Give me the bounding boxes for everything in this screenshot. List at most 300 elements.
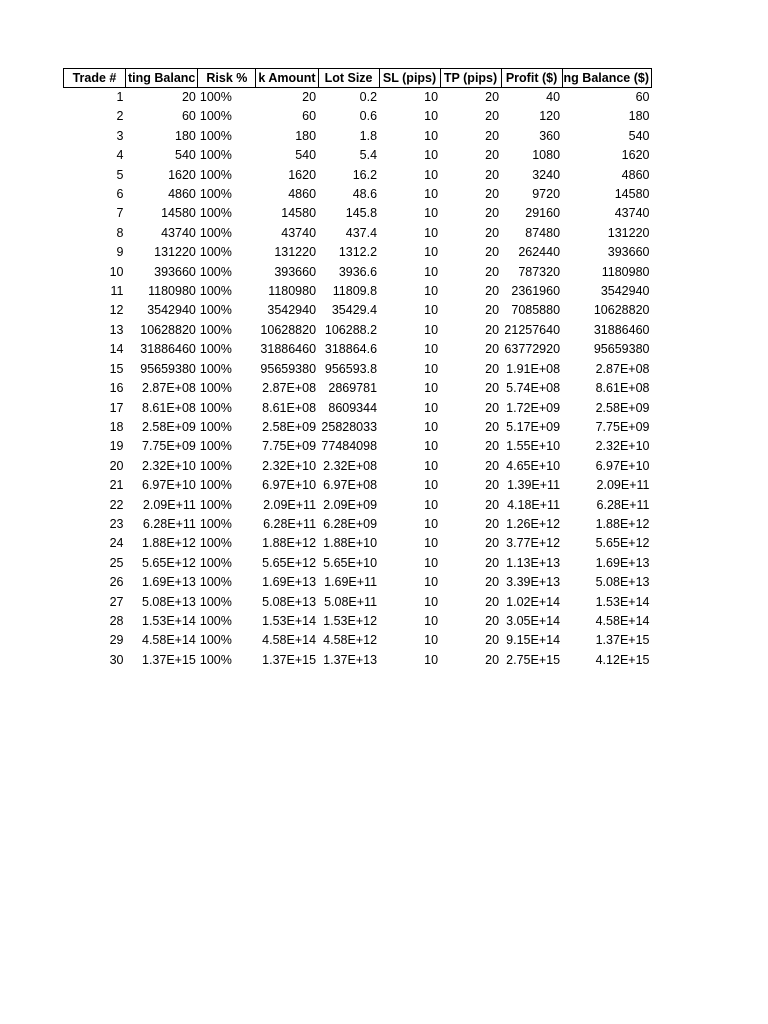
cell-trade-number: 17: [109, 400, 124, 415]
cell-ending-balance: 6.97E+10: [595, 458, 650, 473]
cell-risk-amount: 1.69E+13: [262, 575, 317, 590]
cell-ending-balance: 5.08E+13: [595, 575, 650, 590]
cell-trade-number: 24: [109, 536, 124, 551]
cell-lot-size: 1.53E+12: [323, 613, 378, 628]
cell-sl-pips: 10: [424, 575, 439, 590]
table-row: [64, 476, 652, 495]
cell-profit: 40: [546, 90, 561, 104]
cell-sl-pips: 10: [424, 613, 439, 628]
cell-risk-percent: 100%: [199, 458, 232, 473]
table-row: [64, 204, 652, 223]
cell-ending-balance: 4.12E+15: [595, 652, 650, 667]
cell-ending-balance: 95659380: [593, 342, 650, 357]
header-starting-balance: ting Balanc: [126, 69, 198, 88]
cell-profit: 63772920: [504, 342, 561, 357]
cell-risk-percent: 100%: [199, 90, 232, 104]
cell-starting-balance: 8.61E+08: [142, 400, 196, 415]
cell-ending-balance: 60: [635, 90, 650, 104]
header-risk-amount: k Amount: [256, 69, 318, 88]
cell-sl-pips: 10: [424, 264, 439, 279]
cell-trade-number: 15: [109, 361, 124, 376]
cell-trade-number: 20: [109, 458, 124, 473]
cell-lot-size: 1.69E+11: [324, 575, 378, 590]
cell-risk-percent: 100%: [199, 322, 232, 337]
cell-profit: 5.17E+09: [506, 419, 561, 434]
cell-lot-size: 25828033: [321, 419, 378, 434]
cell-tp-pips: 20: [485, 284, 500, 299]
table-row: [64, 166, 652, 185]
cell-ending-balance: 1.69E+13: [595, 555, 650, 570]
cell-starting-balance: 1.88E+12: [142, 536, 196, 551]
cell-tp-pips: 20: [485, 478, 500, 493]
cell-profit: 1080: [532, 148, 561, 163]
cell-risk-percent: 100%: [199, 225, 232, 240]
cell-tp-pips: 20: [485, 303, 500, 318]
cell-tp-pips: 20: [485, 613, 500, 628]
cell-risk-percent: 100%: [199, 478, 232, 493]
cell-sl-pips: 10: [424, 400, 439, 415]
cell-sl-pips: 10: [424, 109, 439, 124]
cell-ending-balance: 2.58E+09: [595, 400, 650, 415]
cell-profit: 1.13E+13: [506, 555, 561, 570]
cell-sl-pips: 10: [424, 652, 439, 667]
cell-risk-amount: 1.37E+15: [262, 652, 317, 667]
cell-ending-balance: 393660: [607, 245, 650, 260]
cell-risk-percent: 100%: [199, 187, 232, 202]
cell-starting-balance: 131220: [154, 245, 196, 260]
cell-trade-number: 13: [109, 322, 124, 337]
cell-ending-balance: 7.75E+09: [595, 419, 650, 434]
cell-trade-number: 27: [109, 594, 124, 609]
cell-risk-amount: 10628820: [260, 322, 317, 337]
cell-risk-amount: 43740: [281, 225, 317, 240]
cell-tp-pips: 20: [485, 90, 500, 104]
cell-starting-balance: 1.37E+15: [142, 652, 196, 667]
cell-risk-amount: 1.88E+12: [262, 536, 317, 551]
cell-tp-pips: 20: [485, 206, 500, 221]
cell-tp-pips: 20: [485, 109, 500, 124]
cell-trade-number: 28: [109, 613, 124, 628]
cell-risk-amount: 2.58E+09: [262, 419, 317, 434]
cell-risk-amount: 20: [302, 90, 317, 104]
cell-ending-balance: 10628820: [593, 303, 650, 318]
cell-trade-number: 23: [109, 516, 124, 531]
table-row: [64, 437, 652, 456]
trade-compounding-table: [63, 68, 652, 670]
cell-sl-pips: 10: [424, 458, 439, 473]
table-row: [64, 651, 652, 670]
header-trade-number: Trade #: [64, 69, 126, 88]
table-row: [64, 127, 652, 146]
cell-lot-size: 1312.2: [338, 245, 378, 260]
table-row: [64, 301, 652, 320]
cell-risk-percent: 100%: [199, 109, 232, 124]
cell-ending-balance: 31886460: [593, 322, 650, 337]
cell-trade-number: 6: [116, 187, 124, 202]
cell-profit: 4.18E+11: [507, 497, 561, 512]
cell-risk-percent: 100%: [199, 419, 232, 434]
cell-ending-balance: 3542940: [600, 284, 650, 299]
cell-risk-percent: 100%: [199, 652, 232, 667]
cell-starting-balance: 393660: [154, 264, 196, 279]
cell-starting-balance: 5.08E+13: [142, 594, 196, 609]
cell-ending-balance: 43740: [614, 206, 650, 221]
cell-risk-amount: 7.75E+09: [262, 439, 317, 454]
cell-profit: 3.39E+13: [506, 575, 561, 590]
cell-lot-size: 0.6: [359, 109, 378, 124]
cell-risk-amount: 1180980: [268, 284, 317, 299]
cell-profit: 29160: [525, 206, 561, 221]
cell-ending-balance: 180: [628, 109, 650, 124]
table-row: [64, 224, 652, 243]
cell-lot-size: 16.2: [352, 167, 378, 182]
cell-starting-balance: 540: [175, 148, 196, 163]
cell-lot-size: 2.32E+08: [323, 458, 378, 473]
cell-trade-number: 3: [116, 128, 124, 143]
cell-profit: 87480: [525, 225, 561, 240]
table-row: [64, 243, 652, 262]
cell-trade-number: 9: [116, 245, 124, 260]
cell-risk-amount: 95659380: [260, 361, 317, 376]
cell-lot-size: 77484098: [321, 439, 378, 454]
cell-risk-percent: 100%: [199, 342, 232, 357]
cell-lot-size: 1.37E+13: [323, 652, 378, 667]
cell-lot-size: 2.09E+09: [323, 497, 378, 512]
cell-risk-percent: 100%: [199, 536, 232, 551]
cell-starting-balance: 2.87E+08: [142, 381, 196, 396]
cell-sl-pips: 10: [424, 128, 439, 143]
cell-tp-pips: 20: [485, 361, 500, 376]
cell-trade-number: 14: [109, 342, 124, 357]
cell-profit: 360: [539, 128, 561, 143]
cell-sl-pips: 10: [424, 206, 439, 221]
cell-starting-balance: 31886460: [140, 342, 196, 357]
cell-sl-pips: 10: [424, 594, 439, 609]
cell-tp-pips: 20: [485, 575, 500, 590]
cell-sl-pips: 10: [424, 322, 439, 337]
cell-ending-balance: 1.37E+15: [595, 633, 650, 648]
cell-trade-number: 2: [116, 109, 124, 124]
cell-profit: 3240: [532, 167, 561, 182]
cell-starting-balance: 3542940: [147, 303, 196, 318]
cell-risk-percent: 100%: [199, 206, 232, 221]
cell-profit: 1.55E+10: [506, 439, 561, 454]
table-row: [64, 146, 652, 165]
cell-risk-amount: 1620: [288, 167, 317, 182]
table-row: [64, 185, 652, 204]
cell-risk-percent: 100%: [199, 381, 232, 396]
cell-risk-amount: 131220: [274, 245, 317, 260]
cell-lot-size: 106288.2: [324, 322, 378, 337]
cell-lot-size: 5.08E+11: [324, 594, 378, 609]
cell-sl-pips: 10: [424, 167, 439, 182]
table-row: [64, 340, 652, 359]
cell-lot-size: 6.28E+09: [323, 516, 378, 531]
cell-lot-size: 0.2: [359, 90, 378, 104]
cell-sl-pips: 10: [424, 555, 439, 570]
cell-ending-balance: 2.09E+11: [596, 478, 650, 493]
cell-lot-size: 35429.4: [331, 303, 378, 318]
cell-ending-balance: 14580: [614, 187, 650, 202]
table-row: [64, 593, 652, 612]
cell-lot-size: 1.8: [359, 128, 378, 143]
cell-risk-percent: 100%: [199, 516, 232, 531]
cell-profit: 1.72E+09: [506, 400, 561, 415]
cell-risk-percent: 100%: [199, 613, 232, 628]
cell-profit: 787320: [518, 264, 561, 279]
cell-ending-balance: 1180980: [601, 264, 650, 279]
header-tp-pips: TP (pips): [440, 69, 501, 88]
cell-risk-percent: 100%: [199, 167, 232, 182]
cell-ending-balance: 4860: [621, 167, 650, 182]
cell-sl-pips: 10: [424, 439, 439, 454]
cell-sl-pips: 10: [424, 342, 439, 357]
cell-tp-pips: 20: [485, 381, 500, 396]
cell-profit: 4.65E+10: [506, 458, 561, 473]
table-row: [64, 515, 652, 534]
cell-risk-amount: 3542940: [267, 303, 317, 318]
cell-risk-amount: 31886460: [260, 342, 317, 357]
cell-profit: 1.02E+14: [506, 594, 561, 609]
cell-starting-balance: 10628820: [140, 322, 196, 337]
cell-risk-amount: 60: [302, 109, 317, 124]
cell-risk-percent: 100%: [199, 245, 232, 260]
cell-ending-balance: 5.65E+12: [595, 536, 650, 551]
cell-trade-number: 12: [109, 303, 124, 318]
cell-sl-pips: 10: [424, 633, 439, 648]
cell-trade-number: 29: [109, 633, 124, 648]
table-row: [64, 321, 652, 340]
cell-risk-amount: 540: [295, 148, 317, 163]
cell-tp-pips: 20: [485, 652, 500, 667]
cell-sl-pips: 10: [424, 361, 439, 376]
table-row: [64, 612, 652, 631]
cell-starting-balance: 2.58E+09: [142, 419, 196, 434]
cell-trade-number: 11: [110, 284, 124, 299]
cell-risk-percent: 100%: [199, 633, 232, 648]
cell-risk-percent: 100%: [199, 284, 232, 299]
cell-risk-amount: 6.28E+11: [263, 516, 317, 531]
cell-risk-percent: 100%: [199, 148, 232, 163]
cell-risk-amount: 393660: [274, 264, 317, 279]
cell-trade-number: 19: [109, 439, 124, 454]
cell-sl-pips: 10: [424, 536, 439, 551]
cell-ending-balance: 2.87E+08: [595, 361, 650, 376]
table-row: [64, 282, 652, 301]
cell-lot-size: 956593.8: [324, 361, 378, 376]
table-row: [64, 107, 652, 126]
cell-sl-pips: 10: [424, 245, 439, 260]
cell-risk-amount: 4860: [288, 187, 317, 202]
cell-lot-size: 8609344: [328, 400, 378, 415]
header-risk-percent: Risk %: [198, 69, 256, 88]
cell-ending-balance: 2.32E+10: [595, 439, 650, 454]
cell-starting-balance: 95659380: [140, 361, 196, 376]
cell-risk-percent: 100%: [199, 264, 232, 279]
cell-ending-balance: 131220: [607, 225, 650, 240]
cell-trade-number: 30: [109, 652, 124, 667]
cell-lot-size: 437.4: [345, 225, 378, 240]
cell-tp-pips: 20: [485, 419, 500, 434]
cell-lot-size: 5.65E+10: [323, 555, 378, 570]
cell-profit: 3.77E+12: [506, 536, 561, 551]
cell-ending-balance: 4.58E+14: [595, 613, 650, 628]
cell-sl-pips: 10: [424, 419, 439, 434]
header-sl-pips: SL (pips): [379, 69, 440, 88]
table-row: [64, 457, 652, 476]
cell-tp-pips: 20: [485, 187, 500, 202]
cell-lot-size: 5.4: [359, 148, 378, 163]
cell-starting-balance: 1180980: [148, 284, 196, 299]
cell-risk-amount: 2.87E+08: [262, 381, 317, 396]
cell-trade-number: 22: [109, 497, 124, 512]
cell-risk-percent: 100%: [199, 361, 232, 376]
cell-risk-percent: 100%: [199, 128, 232, 143]
cell-risk-percent: 100%: [199, 439, 232, 454]
cell-sl-pips: 10: [424, 303, 439, 318]
cell-ending-balance: 1620: [621, 148, 650, 163]
cell-trade-number: 4: [116, 148, 124, 163]
cell-starting-balance: 2.09E+11: [142, 497, 196, 512]
cell-tp-pips: 20: [485, 128, 500, 143]
cell-starting-balance: 6.28E+11: [142, 516, 196, 531]
cell-profit: 120: [539, 109, 561, 124]
cell-starting-balance: 20: [181, 90, 196, 104]
cell-tp-pips: 20: [485, 167, 500, 182]
table-row: [64, 496, 652, 515]
table-body: [64, 88, 652, 671]
cell-trade-number: 26: [109, 575, 124, 590]
table-row: [64, 418, 652, 437]
cell-sl-pips: 10: [424, 381, 439, 396]
cell-profit: 9.15E+14: [506, 633, 561, 648]
cell-ending-balance: 1.53E+14: [595, 594, 650, 609]
cell-tp-pips: 20: [485, 536, 500, 551]
cell-profit: 9720: [532, 187, 561, 202]
table-row: [64, 88, 652, 108]
cell-profit: 7085880: [511, 303, 561, 318]
cell-risk-amount: 5.08E+13: [262, 594, 317, 609]
cell-sl-pips: 10: [424, 187, 439, 202]
cell-sl-pips: 10: [424, 497, 439, 512]
cell-ending-balance: 540: [628, 128, 650, 143]
cell-risk-percent: 100%: [199, 497, 232, 512]
cell-lot-size: 3936.6: [338, 264, 378, 279]
cell-profit: 2.75E+15: [506, 652, 561, 667]
cell-risk-percent: 100%: [199, 575, 232, 590]
cell-sl-pips: 10: [424, 225, 439, 240]
cell-risk-percent: 100%: [199, 303, 232, 318]
cell-risk-amount: 2.09E+11: [263, 497, 317, 512]
cell-starting-balance: 6.97E+10: [142, 478, 196, 493]
cell-starting-balance: 1620: [168, 167, 196, 182]
cell-trade-number: 21: [109, 478, 124, 493]
cell-lot-size: 2869781: [328, 381, 378, 396]
cell-risk-amount: 180: [295, 128, 317, 143]
header-row: [64, 69, 652, 88]
cell-ending-balance: 6.28E+11: [596, 497, 650, 512]
cell-starting-balance: 7.75E+09: [142, 439, 196, 454]
cell-lot-size: 1.88E+10: [323, 536, 378, 551]
cell-tp-pips: 20: [485, 225, 500, 240]
cell-trade-number: 25: [109, 555, 124, 570]
cell-sl-pips: 10: [424, 284, 439, 299]
cell-sl-pips: 10: [424, 516, 439, 531]
cell-starting-balance: 5.65E+12: [142, 555, 196, 570]
cell-risk-amount: 4.58E+14: [262, 633, 317, 648]
cell-tp-pips: 20: [485, 516, 500, 531]
cell-risk-amount: 5.65E+12: [262, 555, 317, 570]
cell-tp-pips: 20: [485, 633, 500, 648]
cell-tp-pips: 20: [485, 458, 500, 473]
cell-lot-size: 11809.8: [332, 284, 378, 299]
cell-risk-percent: 100%: [199, 400, 232, 415]
cell-starting-balance: 1.69E+13: [142, 575, 196, 590]
cell-starting-balance: 1.53E+14: [142, 613, 196, 628]
cell-sl-pips: 10: [424, 148, 439, 163]
header-profit: Profit ($): [501, 69, 562, 88]
cell-starting-balance: 43740: [161, 225, 196, 240]
cell-lot-size: 318864.6: [324, 342, 378, 357]
cell-tp-pips: 20: [485, 245, 500, 260]
cell-tp-pips: 20: [485, 342, 500, 357]
cell-starting-balance: 180: [175, 128, 196, 143]
cell-tp-pips: 20: [485, 264, 500, 279]
cell-ending-balance: 8.61E+08: [595, 381, 650, 396]
cell-tp-pips: 20: [485, 497, 500, 512]
table-row: [64, 631, 652, 650]
cell-risk-percent: 100%: [199, 594, 232, 609]
cell-starting-balance: 4860: [168, 187, 196, 202]
cell-tp-pips: 20: [485, 148, 500, 163]
cell-profit: 3.05E+14: [506, 613, 561, 628]
table-row: [64, 379, 652, 398]
table-row: [64, 534, 652, 553]
cell-profit: 1.91E+08: [506, 361, 561, 376]
table-row: [64, 573, 652, 592]
cell-sl-pips: 10: [424, 478, 439, 493]
header-ending-balance: ng Balance ($): [562, 69, 651, 88]
cell-starting-balance: 60: [181, 109, 196, 124]
cell-tp-pips: 20: [485, 594, 500, 609]
table-row: [64, 360, 652, 379]
cell-trade-number: 5: [116, 167, 124, 182]
table-row: [64, 399, 652, 418]
cell-tp-pips: 20: [485, 555, 500, 570]
cell-starting-balance: 2.32E+10: [142, 458, 196, 473]
cell-profit: 1.39E+11: [507, 478, 561, 493]
table-header: [64, 69, 652, 88]
cell-sl-pips: 10: [424, 90, 439, 104]
cell-profit: 21257640: [504, 322, 561, 337]
cell-tp-pips: 20: [485, 322, 500, 337]
cell-lot-size: 4.58E+12: [323, 633, 378, 648]
table-row: [64, 554, 652, 573]
cell-tp-pips: 20: [485, 400, 500, 415]
cell-starting-balance: 4.58E+14: [142, 633, 196, 648]
cell-trade-number: 10: [109, 264, 124, 279]
cell-profit: 1.26E+12: [506, 516, 561, 531]
cell-profit: 5.74E+08: [506, 381, 561, 396]
cell-risk-amount: 6.97E+10: [262, 478, 317, 493]
header-lot-size: Lot Size: [318, 69, 379, 88]
cell-profit: 2361960: [511, 284, 561, 299]
cell-lot-size: 6.97E+08: [323, 478, 378, 493]
cell-risk-amount: 1.53E+14: [262, 613, 317, 628]
cell-risk-percent: 100%: [199, 555, 232, 570]
cell-lot-size: 145.8: [345, 206, 378, 221]
cell-trade-number: 1: [116, 90, 124, 104]
